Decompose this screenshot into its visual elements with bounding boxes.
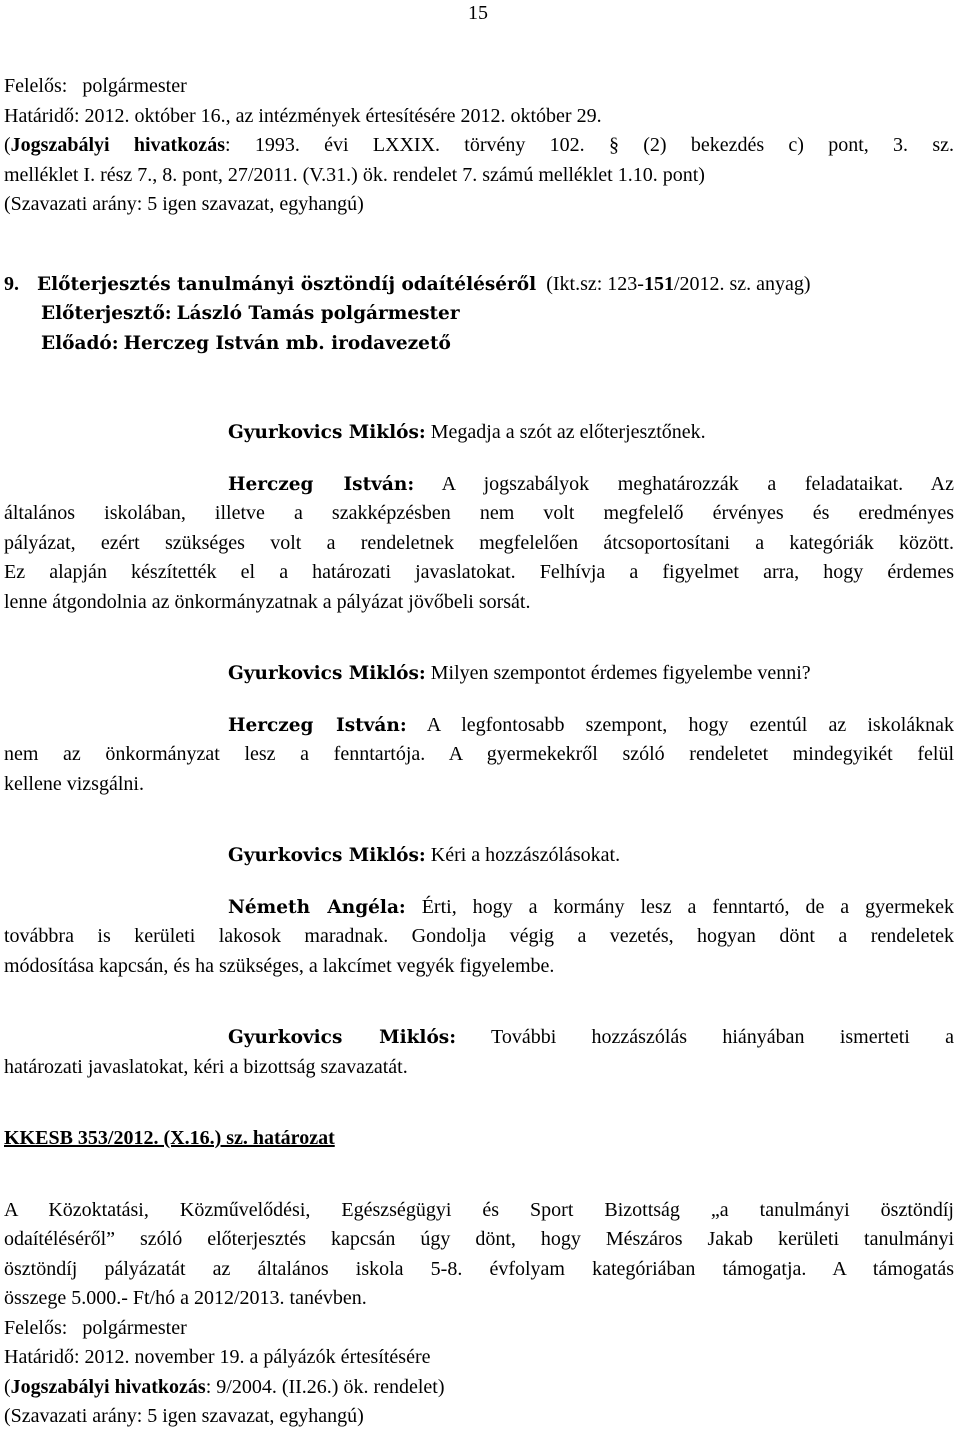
responsible-label: Felelős: [4, 75, 68, 97]
agenda-item [4, 270, 954, 359]
speaker-label: Gyurkovics Miklós: [228, 1027, 457, 1048]
previous-resolution-footer [4, 72, 954, 220]
discussion-paragraph: Gyurkovics Miklós: Milyen szempontot érdemes figyelembe venni? [228, 662, 811, 684]
speaker-label: Németh Angéla: [228, 896, 406, 918]
page-number: 15 [468, 2, 488, 24]
resolution [4, 1124, 954, 1432]
speaker-label: Gyurkovics Miklós: [228, 845, 426, 866]
speaker-label: Herczeg István: [228, 473, 415, 495]
agenda-item-number: 9. [4, 272, 19, 295]
discussion-paragraph: Herczeg István: A jogszabályok meghatározzák a feladataikat. Az általános iskolában, illetve a szakképzésben nem volt megfelelő érvényes és eredményes pályázat, ezért szükséges volt a rendeletnek megfelelően átcsoportosítani a kategóriák között. Ez alapján készítették el a határozati javaslatokat. Felhívja a figyelmet arra, hogy érdemes lenne átgondolnia az önkormányzatnak a pályázat jövőbeli sorsát. [4, 472, 954, 613]
deadline-line: Határidő: 2012. október 16., az intézmények értesítésére 2012. október 29. [4, 104, 602, 127]
legal-reference-label: Jogszabályi hivatkozás [10, 1375, 206, 1398]
legal-reference-line: (Jogszabályi hivatkozás: 9/2004. (II.26.) ök. rendelet) [4, 1375, 445, 1398]
responsible-label: Felelős: [4, 1316, 68, 1339]
responsible-value: polgármester [82, 75, 187, 97]
presenter-line: Előterjesztő: László Tamás polgármester [41, 303, 460, 324]
deadline-line: Határidő: 2012. november 19. a pályázók értesítésére [4, 1346, 431, 1368]
resolution-title: KKESB 353/2012. (X.16.) sz. határozat [4, 1127, 335, 1149]
discussion [4, 418, 954, 1082]
vote-ratio: (Szavazati arány: 5 igen szavazat, egyhangú) [4, 1405, 364, 1427]
agenda-item-title-line: 9. Előterjesztés tanulmányi ösztöndíj odaítéléséről (Ikt.sz: 123-151/2012. sz. anyag) [4, 272, 811, 295]
vote-ratio: (Szavazati arány: 5 igen szavazat, egyhangú) [4, 193, 364, 215]
speaker-name: Herczeg István mb. irodavezető [123, 332, 451, 354]
speaker-label: Gyurkovics Miklós: [228, 663, 426, 684]
presenter-name: László Tamás polgármester [176, 303, 460, 324]
discussion-paragraph: Herczeg István: A legfontosabb szempont, hogy ezentúl az iskoláknak nem az önkormányzat lesz a fenntartója. A gyermekekről szóló rendeletet mindegyikét felül kellene vizsgálni. [4, 713, 955, 795]
discussion-paragraph: Gyurkovics Miklós: Kéri a hozzászólásokat. [228, 844, 621, 866]
responsible-line [4, 1314, 954, 1344]
responsible-line [4, 72, 954, 102]
legal-reference-line: (Jogszabályi hivatkozás: 1993. évi LXXIX. törvény 102. § (2) bekezdés c) pont, 3. sz. [4, 134, 955, 156]
discussion-paragraph: Németh Angéla: Érti, hogy a kormány lesz a fenntartó, de a gyermekek továbbra is kerületi lakosok maradnak. Gondolja végig a vezetés, hogyan dönt a rendeletek módosítása kapcsán, és ha szükséges, a lakcímet vegyék figyelembe. [4, 895, 954, 977]
resolution-text: A Közoktatási, Közművelődési, Egészségügyi és Sport Bizottság „a tanulmányi ösztöndíj odaítéléséről” szóló előterjesztés kapcsán úgy dönt, hogy Mészáros Jakab kerületi tanulmányi ösztöndíj pályázatát az általános iskola 5-8. évfolyam kategóriában támogatja. A támogatás összege 5.000.- Ft/hó a 2012/2013. tanévben. [4, 1198, 954, 1309]
discussion-paragraph: Gyurkovics Miklós: További hozzászólás hiányában ismerteti a határozati javaslatokat, kéri a bizottság szavazatát. [4, 1026, 955, 1078]
agenda-item-title: Előterjesztés tanulmányi ösztöndíj odaítéléséről [37, 273, 537, 295]
document-body [4, 72, 954, 1432]
legal-reference-label: Jogszabályi hivatkozás [10, 134, 225, 156]
speaker-label: Herczeg István: [228, 714, 407, 736]
discussion-paragraph: Gyurkovics Miklós: Megadja a szót az előterjesztőnek. [228, 421, 706, 443]
legal-reference-line-2: melléklet I. rész 7., 8. pont, 27/2011. (V.31.) ök. rendelet 7. számú melléklet 1.10. pont) [4, 163, 705, 186]
speaker-line: Előadó: Herczeg István mb. irodavezető [41, 332, 451, 354]
responsible-value: polgármester [82, 1316, 187, 1339]
speaker-label: Gyurkovics Miklós: [228, 422, 426, 443]
